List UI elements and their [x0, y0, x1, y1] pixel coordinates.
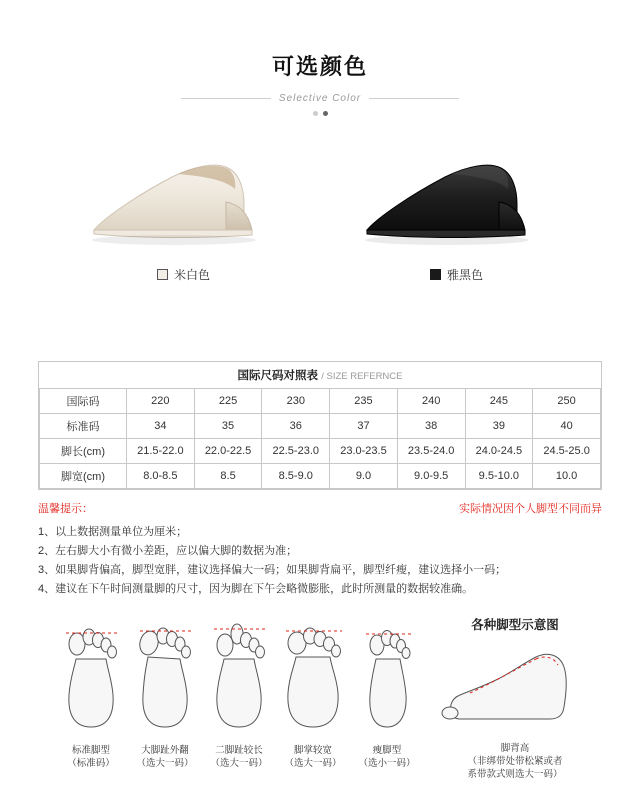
notice-list [38, 523, 602, 599]
subtitle-row [0, 93, 640, 104]
foot-label-line2: （选大一码） [210, 758, 268, 769]
cell: 220 [127, 389, 195, 414]
table-row [40, 464, 601, 489]
cell: 9.0-9.5 [397, 464, 465, 489]
size-table-title-en: / SIZE REFERNCE [321, 371, 403, 382]
row-header: 脚宽(cm) [40, 464, 127, 489]
cell: 230 [262, 389, 330, 414]
foot-instep-diagram [415, 615, 615, 781]
foot-long-second-toe-icon [208, 615, 270, 733]
list-item: 1、以上数据测量单位为厘米； [38, 526, 188, 538]
table-row [40, 439, 601, 464]
table-row [40, 414, 601, 439]
notice-heading: 温馨提示： [38, 503, 93, 515]
list-item: 3、如果脚背偏高，脚型宽胖，建议选择偏大一码；如果脚背扁平，脚型纤瘦，建议选择小一码； [38, 564, 507, 576]
foot-type-diagrams [0, 615, 640, 795]
list-item: 2、左右脚大小有微小差距，应以偏大脚的数据为准； [38, 545, 298, 557]
cell: 8.5-9.0 [262, 464, 330, 489]
cell: 22.5-23.0 [262, 439, 330, 464]
color-caption-beige [76, 266, 291, 283]
cell: 37 [330, 414, 398, 439]
dot-indicator-active [323, 111, 328, 116]
foot-label-line1: 标准脚型 [71, 745, 110, 756]
notice-right-text: 实际情况因个人脚型不同而异 [459, 503, 602, 515]
foot-type-standard [60, 615, 122, 770]
cell: 39 [465, 414, 533, 439]
list-item: 4、建议在下午时间测量脚的尺寸，因为脚在下午会略微膨胀，此时所测量的数据较准确。 [38, 583, 474, 595]
shoe-image-black [349, 144, 564, 254]
foot-label-line1: 脚掌较宽 [293, 745, 332, 756]
cell: 245 [465, 389, 533, 414]
cell: 24.0-24.5 [465, 439, 533, 464]
cell: 8.0-8.5 [127, 464, 195, 489]
cell: 40 [533, 414, 601, 439]
foot-label-line2: （标准码） [67, 758, 115, 769]
cell: 9.0 [330, 464, 398, 489]
page-title: 可选颜色 [271, 54, 368, 79]
cell: 35 [194, 414, 262, 439]
foot-type-label [134, 744, 196, 770]
foot-type-label [356, 744, 418, 770]
cell: 23.5-24.0 [397, 439, 465, 464]
cell: 235 [330, 389, 398, 414]
size-table-title-cn: 国际尺码对照表 [237, 370, 318, 382]
cell: 21.5-22.0 [127, 439, 195, 464]
page-header [0, 0, 640, 116]
cell: 24.5-25.0 [533, 439, 601, 464]
foot-label-line1: 瘦脚型 [372, 745, 402, 756]
carousel-dots [0, 111, 640, 116]
foot-side-profile-icon [440, 639, 590, 731]
color-name: 米白色 [173, 268, 210, 282]
size-table [39, 362, 601, 489]
color-option-beige[interactable] [76, 144, 291, 283]
foot-type-label [282, 744, 344, 770]
size-table-title [40, 362, 601, 389]
foot-standard-icon [60, 615, 122, 733]
instep-label-line2: （非绑带处带松紧或者 [467, 756, 563, 767]
cell: 240 [397, 389, 465, 414]
color-options [0, 144, 640, 283]
foot-diagram-title: 各种脚型示意图 [471, 618, 559, 632]
cell: 22.0-22.5 [194, 439, 262, 464]
shoe-image-beige [76, 144, 291, 254]
foot-instep-label [415, 742, 615, 781]
color-name: 雅黑色 [446, 268, 483, 282]
foot-label-line2: （选小一码） [358, 758, 416, 769]
foot-wide-icon [282, 615, 344, 733]
foot-type-label [208, 744, 270, 770]
color-caption-black [349, 266, 564, 283]
foot-narrow-icon [356, 615, 418, 733]
row-header: 国际码 [40, 389, 127, 414]
divider-right [369, 98, 459, 99]
cell: 225 [194, 389, 262, 414]
color-swatch-icon [157, 269, 168, 280]
notice-block [38, 500, 602, 599]
row-header: 标准码 [40, 414, 127, 439]
foot-label-line2: （选大一码） [284, 758, 342, 769]
page-subtitle: Selective Color [278, 93, 362, 104]
foot-type-bunion [134, 615, 196, 770]
table-row [40, 389, 601, 414]
foot-bunion-icon [134, 615, 196, 733]
instep-label-line1: 脚背高 [500, 743, 530, 754]
dot-indicator [313, 111, 318, 116]
cell: 23.0-23.5 [330, 439, 398, 464]
foot-type-label [60, 744, 122, 770]
foot-type-narrow [356, 615, 418, 770]
cell: 8.5 [194, 464, 262, 489]
instep-label-line3: 系带款式则选大一码） [467, 769, 563, 780]
foot-type-long-second-toe [208, 615, 270, 770]
cell: 250 [533, 389, 601, 414]
row-header: 脚长(cm) [40, 439, 127, 464]
color-option-black[interactable] [349, 144, 564, 283]
cell: 34 [127, 414, 195, 439]
color-swatch-icon [430, 269, 441, 280]
foot-label-line2: （选大一码） [136, 758, 194, 769]
cell: 38 [397, 414, 465, 439]
foot-label-line1: 二脚趾较长 [215, 745, 263, 756]
foot-label-line1: 大脚趾外翻 [141, 745, 189, 756]
size-chart [38, 361, 602, 490]
foot-type-row [60, 615, 418, 770]
cell: 9.5-10.0 [465, 464, 533, 489]
cell: 36 [262, 414, 330, 439]
foot-type-wide [282, 615, 344, 770]
size-table-title-row [40, 362, 601, 389]
cell: 10.0 [533, 464, 601, 489]
divider-left [181, 98, 271, 99]
